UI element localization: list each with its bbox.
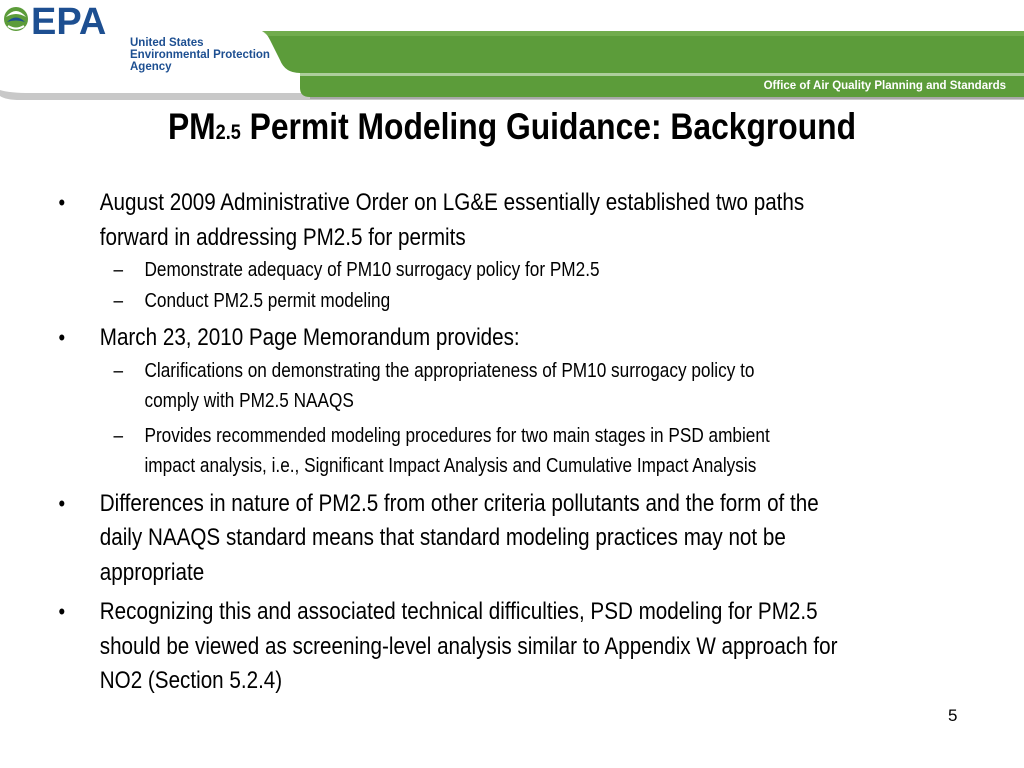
bullet-list xyxy=(0,186,1024,699)
bullet-text: NO2 (Section 5.2.4) xyxy=(99,667,283,694)
bullet-mark: • xyxy=(58,190,66,215)
bullet-mark: • xyxy=(58,325,66,350)
sub-bullet-mark: – xyxy=(113,259,124,281)
bullet-text: Recognizing this and associated technical difficulties, PSD modeling for PM2.5 xyxy=(99,598,818,625)
sub-bullet-mark: – xyxy=(113,289,124,312)
agency-name xyxy=(130,37,270,73)
bullet-text: forward in addressing PM2.5 for permits xyxy=(99,223,466,251)
bullet-item xyxy=(0,186,881,255)
title-rest: Permit Modeling Guidance: Background xyxy=(240,106,857,147)
sub-bullet-text: Demonstrate adequacy of PM10 surrogacy policy for PM2.5 xyxy=(144,259,600,281)
bullet-text: should be viewed as screening-level analysis similar to Appendix W approach for xyxy=(99,632,838,660)
page-number: 5 xyxy=(948,706,958,725)
sub-bullet-mark: – xyxy=(113,359,124,382)
bullet-text: appropriate xyxy=(99,558,205,586)
bullet-item xyxy=(0,487,881,591)
bullet-text: daily NAAQS standard means that standard modeling practices may not be xyxy=(99,524,786,551)
bullet-text: Differences in nature of PM2.5 from other criteria pollutants and the form of the xyxy=(99,489,819,517)
bullet-text: August 2009 Administrative Order on LG&E essentially established two paths xyxy=(99,189,805,216)
bullet-item xyxy=(0,321,881,356)
agency-line: Environmental Protection xyxy=(130,49,270,61)
logo-text: EPA xyxy=(31,1,107,40)
sub-bullet-item xyxy=(0,356,881,417)
sub-bullet-text: Clarifications on demonstrating the appropriateness of PM10 surrogacy policy to xyxy=(144,359,755,382)
title-pm: PM xyxy=(167,106,216,147)
bullet-item xyxy=(0,595,881,699)
agency-line: United States xyxy=(130,37,204,49)
sub-bullet-item xyxy=(0,286,881,317)
header-banner xyxy=(0,0,1024,100)
sub-bullet-text: Provides recommended modeling procedures for two main stages in PSD ambient xyxy=(144,424,770,447)
bullet-mark: • xyxy=(58,490,66,516)
sub-bullet-mark: – xyxy=(113,424,124,447)
sub-bullet-text: Conduct PM2.5 permit modeling xyxy=(144,289,391,312)
sub-bullet-text: impact analysis, i.e., Significant Impact Analysis and Cumulative Impact Analysis xyxy=(144,455,757,477)
epa-logo xyxy=(0,0,120,40)
agency-line: Agency xyxy=(130,61,172,73)
sub-bullet-text: comply with PM2.5 NAAQS xyxy=(144,390,354,412)
sub-bullet-item xyxy=(0,421,881,482)
office-name: Office of Air Quality Planning and Standards xyxy=(763,80,1006,92)
sub-bullet-item xyxy=(0,255,881,286)
title-subscript: 2.5 xyxy=(215,121,241,144)
bullet-mark: • xyxy=(58,599,66,624)
bullet-text: March 23, 2010 Page Memorandum provides: xyxy=(99,324,520,351)
slide-title xyxy=(72,106,953,148)
